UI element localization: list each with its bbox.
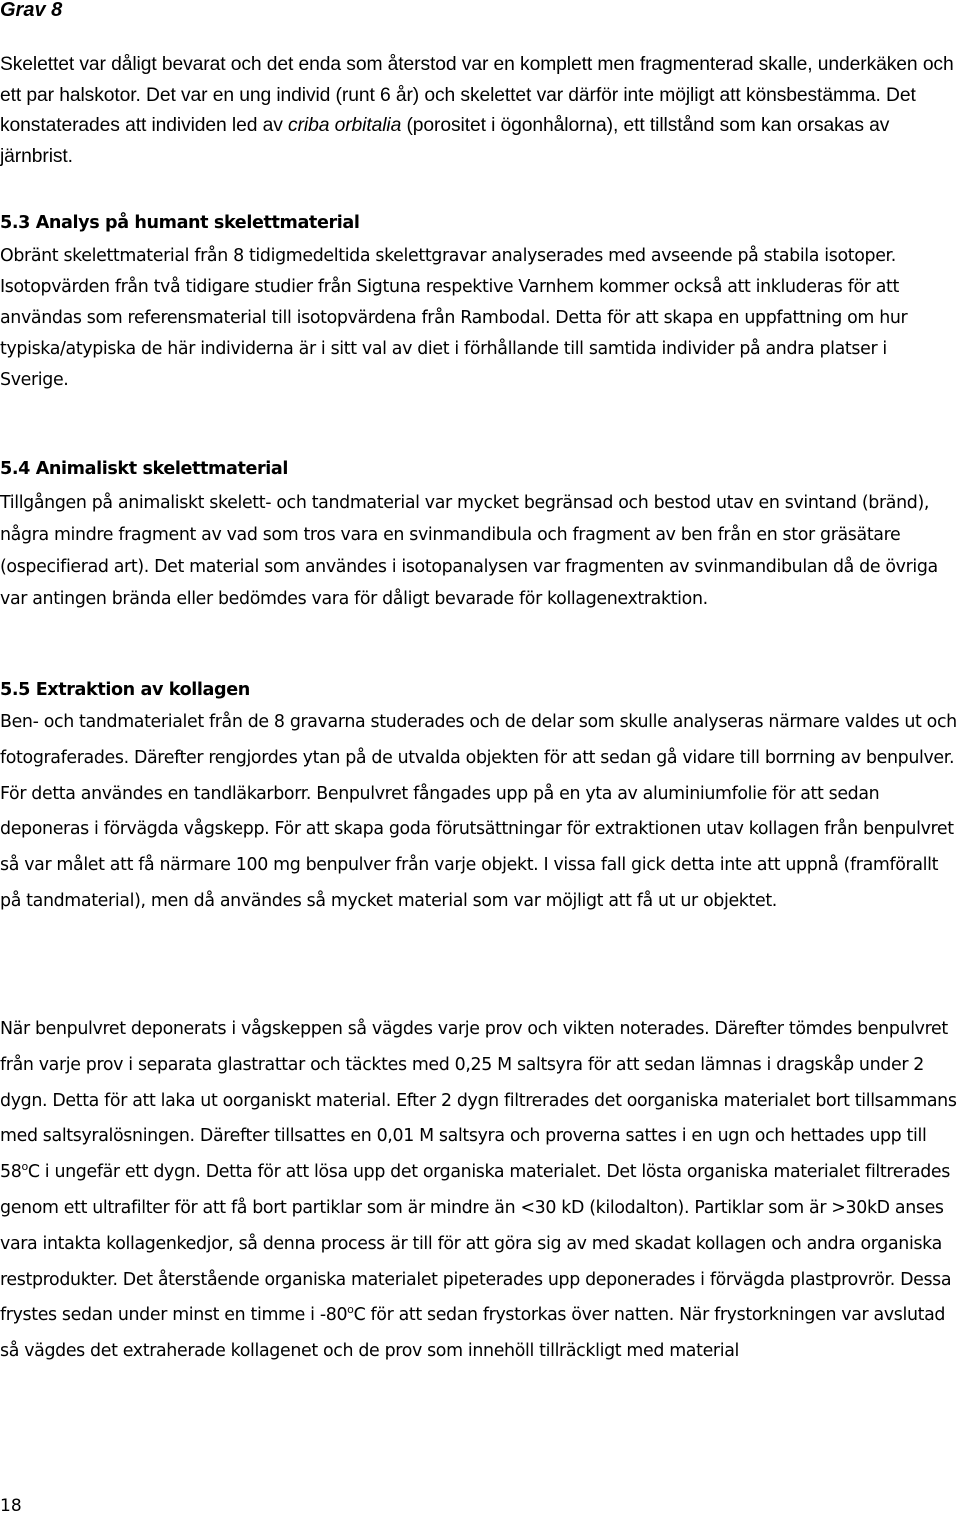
- section-5-4-body: Tillgången på animaliskt skelett- och tandmaterial var mycket begränsad och bestod utav en svintand (bränd), några mindre fragment av vad som tros vara en svinmandibula och fragment av ben från en stor gräsätare (ospecifierad art). Det material som användes i isotopanalysen var fragmenten av svinmandibulan då de övriga var antingen brända eller bedömdes vara för dåligt bevarade för kollagenextraktion.: [0, 493, 938, 609]
- section-5-5-body-2-c: C för att sedan frystorkas över natten. När frystorkningen var avslutad så vägdes det extraherade kollagenet och de prov som innehöll tillräckligt med material: [0, 1305, 946, 1362]
- degree-superscript-1: o: [21, 1160, 28, 1174]
- grave-8-text-a: Skelettet var dåligt bevarat och det enda som återstod var en komplett men fragmenterad skalle, underkäken och ett par halskotor. Det var en ung individ (runt 6 år) och skelettet var därför inte möjligt att könsbestämma. Det konstaterades att individen led av: [0, 54, 954, 136]
- section-5-3-body: Obränt skelettmaterial från 8 tidigmedeltida skelettgravar analyserades med avseende på stabila isotoper. Isotopvärden från två tidigare studier från Sigtuna respektive Varnhem kommer också att inkluderas för att användas som referensmaterial till isotopvärdena från Rambodal. Detta för att skapa en uppfattning om hur typiska/atypiska de här individerna är i sitt val av diet i förhållande till samtida individer på andra platser i Sverige.: [0, 246, 908, 390]
- section-5-5-body-2: [0, 1012, 958, 1370]
- section-5-5-body-2-a: När benpulvret deponerats i vågskeppen så vägdes varje prov och vikten noterades. Därefter tömdes benpulvret från varje prov i separata glastrattar och täcktes med 0,25 M saltsyra för att sedan lämnas i dragskåp under 2 dygn. Detta för att laka ut oorganiskt material. Efter 2 dygn filtrerades det oorganiska materialet bort tillsammans med saltsyralösningen. Därefter tillsattes en 0,01 M saltsyra och proverna sattes i en ugn och hettades upp till 58: [0, 1019, 957, 1183]
- section-5-3-heading: 5.3 Analys på humant skelettmaterial: [0, 213, 360, 233]
- section-5-4-heading: 5.4 Animaliskt skelettmaterial: [0, 459, 289, 479]
- section-5-5-body-2-b: C i ungefär ett dygn. Detta för att lösa upp det organiska materialet. Det lösta organiska materialet filtrerades genom ett ultrafilter för att få bort partiklar som är mindre än <30 kD (kilodalton). Partiklar som är >30kD anses vara intakta kollagenkedjor, så denna process är till för att göra sig av med skadat kollagen och andra organiska restprodukter. Det återstående organiska materialet pipeterades upp deponerades i förvägda plastprovrör. Dessa frystes sedan under minst en timme i -80: [0, 1162, 952, 1326]
- grave-8-term-italic: criba orbitalia: [288, 115, 402, 136]
- grave-8-text-b: (porositet i ögonhålorna), ett tillstånd som kan orsakas av järnbrist.: [0, 115, 890, 167]
- section-5-5-heading: 5.5 Extraktion av kollagen: [0, 680, 250, 700]
- grave-8-description: [0, 50, 958, 172]
- grave-title: Grav 8: [0, 0, 63, 21]
- section-5-5-body-1: Ben- och tandmaterialet från de 8 gravarna studerades och de delar som skulle analyseras närmare valdes ut och fotograferades. Därefter rengjordes ytan på de utvalda objekten för att sedan gå vidare till borrning av benpulver. För detta användes en tandläkarborr. Benpulvret fångades upp på en yta av aluminiumfolie för att sedan deponeras i förvägda vågskepp. För att skapa goda förutsättningar för extraktionen utav kollagen från benpulvret så var målet att få närmare 100 mg benpulver från varje objekt. I vissa fall gick detta inte att uppnå (framförallt på tandmaterial), men då användes så mycket material som var möjligt att få ut ur objektet.: [0, 712, 957, 911]
- page-number: 18: [0, 1496, 22, 1516]
- degree-superscript-2: o: [347, 1303, 354, 1317]
